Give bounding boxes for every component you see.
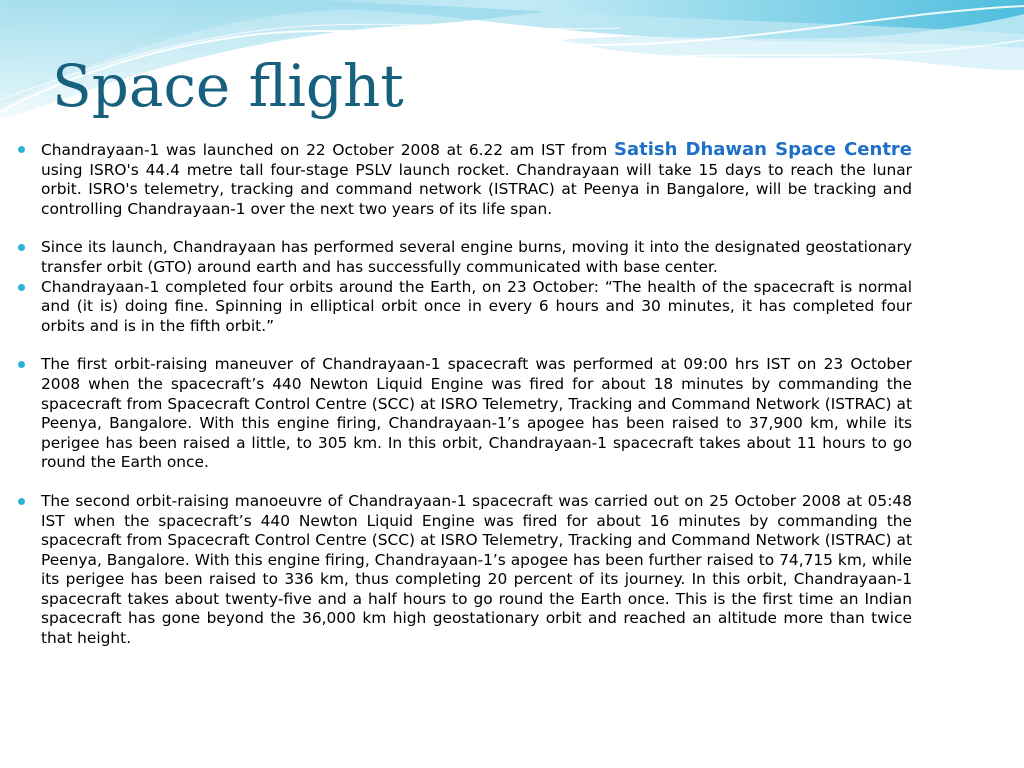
slide-title: Space flight xyxy=(52,52,404,120)
bullet-text: Chandrayaan-1 was launched on 22 October 2008 at 6.22 am IST from xyxy=(41,141,614,159)
bullet-dot-icon xyxy=(18,146,25,153)
bullet-item xyxy=(18,238,912,277)
bullet-text: Since its launch, Chandrayaan has performed several engine burns, moving it into the designated geostationary transfer orbit (GTO) around earth and has successfully communicated with base center. xyxy=(41,238,912,276)
bullet-list xyxy=(18,140,912,649)
bullet-text: The second orbit-raising manoeuvre of Chandrayaan-1 spacecraft was carried out on 25 October 2008 at 05:48 IST when the spacecraft’s 440 Newton Liquid Engine was fired for about 16 minutes by commanding the spacecraft from Spacecraft Control Centre (SCC) at ISRO Telemetry, Tracking and Command Network (ISTRAC) at Peenya, Bangalore. With this engine firing, Chandrayaan-1’s apogee has been further raised to 74,715 km, while its perigee has been raised to 336 km, thus completing 20 percent of its journey. In this orbit, Chandrayaan-1 spacecraft takes about twenty-five and a half hours to go round the Earth once. This is the first time an Indian spacecraft has gone beyond the 36,000 km high geostationary orbit and reached an altitude more than twice that height. xyxy=(41,491,912,648)
bullet-item xyxy=(18,355,912,473)
launch-site-highlight: Satish Dhawan Space Centre xyxy=(613,139,913,160)
bullet-item xyxy=(18,140,912,219)
bullet-dot-icon xyxy=(18,244,25,251)
bullet-dot-icon xyxy=(18,361,25,368)
bullet-item xyxy=(18,492,912,649)
bullet-text: using ISRO's 44.4 metre tall four-stage PSLV launch rocket. Chandrayaan will take 15 days to reach the lunar orbit. ISRO's telemetry, tracking and command network (ISTRAC) at Peenya in Bangalore, will be tracking and controlling Chandrayaan-1 over the next two years of its life span. xyxy=(41,160,912,218)
bullet-dot-icon xyxy=(18,284,25,291)
bullet-text: Chandrayaan-1 completed four orbits around the Earth, on 23 October: “The health of the spacecraft is normal and (it is) doing fine. Spinning in elliptical orbit once in every 6 hours and 30 minutes, it has completed four orbits and is in the fifth orbit.” xyxy=(41,277,912,335)
bullet-item xyxy=(18,278,912,337)
bullet-text: The first orbit-raising maneuver of Chandrayaan-1 spacecraft was performed at 09:00 hrs IST on 23 October 2008 when the spacecraft’s 440 Newton Liquid Engine was fired for about 18 minutes by commanding the spacecraft from Spacecraft Control Centre (SCC) at ISRO Telemetry, Tracking and Command Network (ISTRAC) at Peenya, Bangalore. With this engine firing, Chandrayaan-1’s apogee has been raised to 37,900 km, while its perigee has been raised a little, to 305 km. In this orbit, Chandrayaan-1 spacecraft takes about 11 hours to go round the Earth once. xyxy=(41,355,912,472)
bullet-dot-icon xyxy=(18,498,25,505)
